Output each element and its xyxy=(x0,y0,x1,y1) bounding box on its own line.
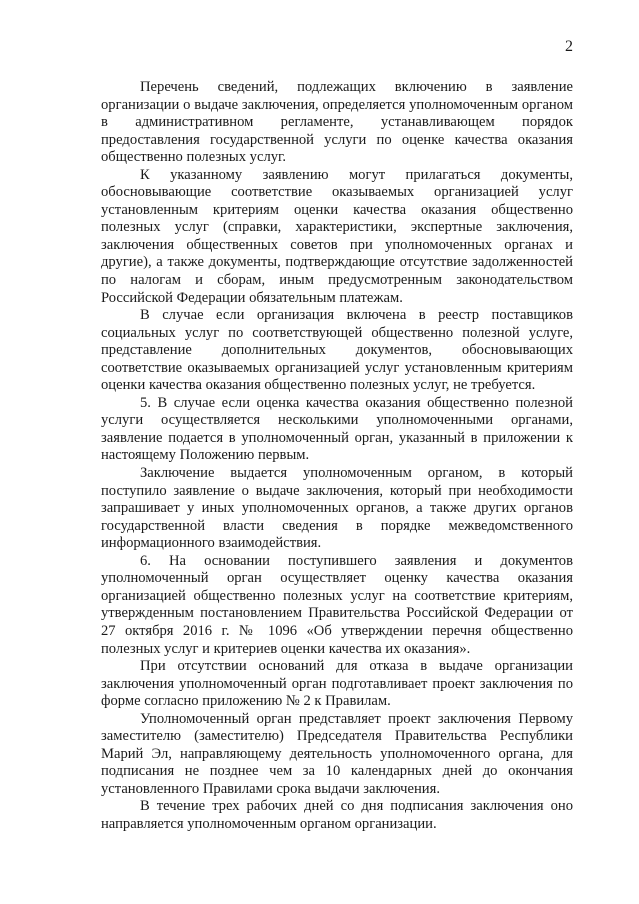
paragraph-issuing-authority: Заключение выдается уполномоченным органом, в который поступило заявление о выдаче заключения, который при необходимости запрашивает у иных уполномоченных органов, а также других органов государственной власти сведения в порядке межведомственного информационного взаимодействия. xyxy=(101,465,573,552)
paragraph-registry-exception: В случае если организация включена в реестр поставщиков социальных услуг по соответствующей общественно полезной услуге, представление дополнительных документов, обосновывающих соответствие оказываемых организацией услуг установленным критериям оценки качества оказания общественно полезных услуг, не требуется. xyxy=(101,307,573,394)
paragraph-delivery: В течение трех рабочих дней со дня подписания заключения оно направляется уполномоченным органом организации. xyxy=(101,798,573,832)
page-number: 2 xyxy=(565,38,573,55)
paragraph-item-6: 6. На основании поступившего заявления и документов уполномоченный орган осуществляет оценку качества оказания организацией общественно полезных услуг на соответствие критериям, утвержденным постановлением Правительства Российской Федерации от 27 октября 2016 г. № 1096 «Об утверждении перечня общественно полезных услуг и критериев оценки качества их оказания». xyxy=(101,552,573,657)
paragraph-application-info: Перечень сведений, подлежащих включению в заявление организации о выдаче заключения, определяется уполномоченным органом в административном регламенте, устанавливающем порядок предоставления государственной услуги по оценке качества оказания общественно полезных услуг. xyxy=(101,79,573,166)
paragraph-signing: Уполномоченный орган представляет проект заключения Первому заместителю (заместителю) Председателя Правительства Республики Марий Эл, направляющему деятельность уполномоченного органа, для подписания не позднее чем за 10 календарных дней до окончания установленного Правилами срока выдачи заключения. xyxy=(101,710,573,797)
paragraph-draft-conclusion: При отсутствии оснований для отказа в выдаче организации заключения уполномоченный орган подготавливает проект заключения по форме согласно приложению № 2 к Правилам. xyxy=(101,658,573,710)
paragraph-item-5: 5. В случае если оценка качества оказания общественно полезной услуги осуществляется несколькими уполномоченными органами, заявление подается в уполномоченный орган, указанный в приложении к настоящему Положению первым. xyxy=(101,394,573,464)
document-body xyxy=(101,79,573,834)
paragraph-attached-documents: К указанному заявлению могут прилагаться документы, обосновывающие соответствие оказываемых организацией услуг установленным критериям оценки качества оказания общественно полезных услуг (справки, характеристики, экспертные заключения, заключения общественных советов при уполномоченных органах и другие), а также документы, подтверждающие отсутствие задолженностей по налогам и сборам, иным предусмотренным законодательством Российской Федерации обязательным платежам. xyxy=(101,166,573,306)
